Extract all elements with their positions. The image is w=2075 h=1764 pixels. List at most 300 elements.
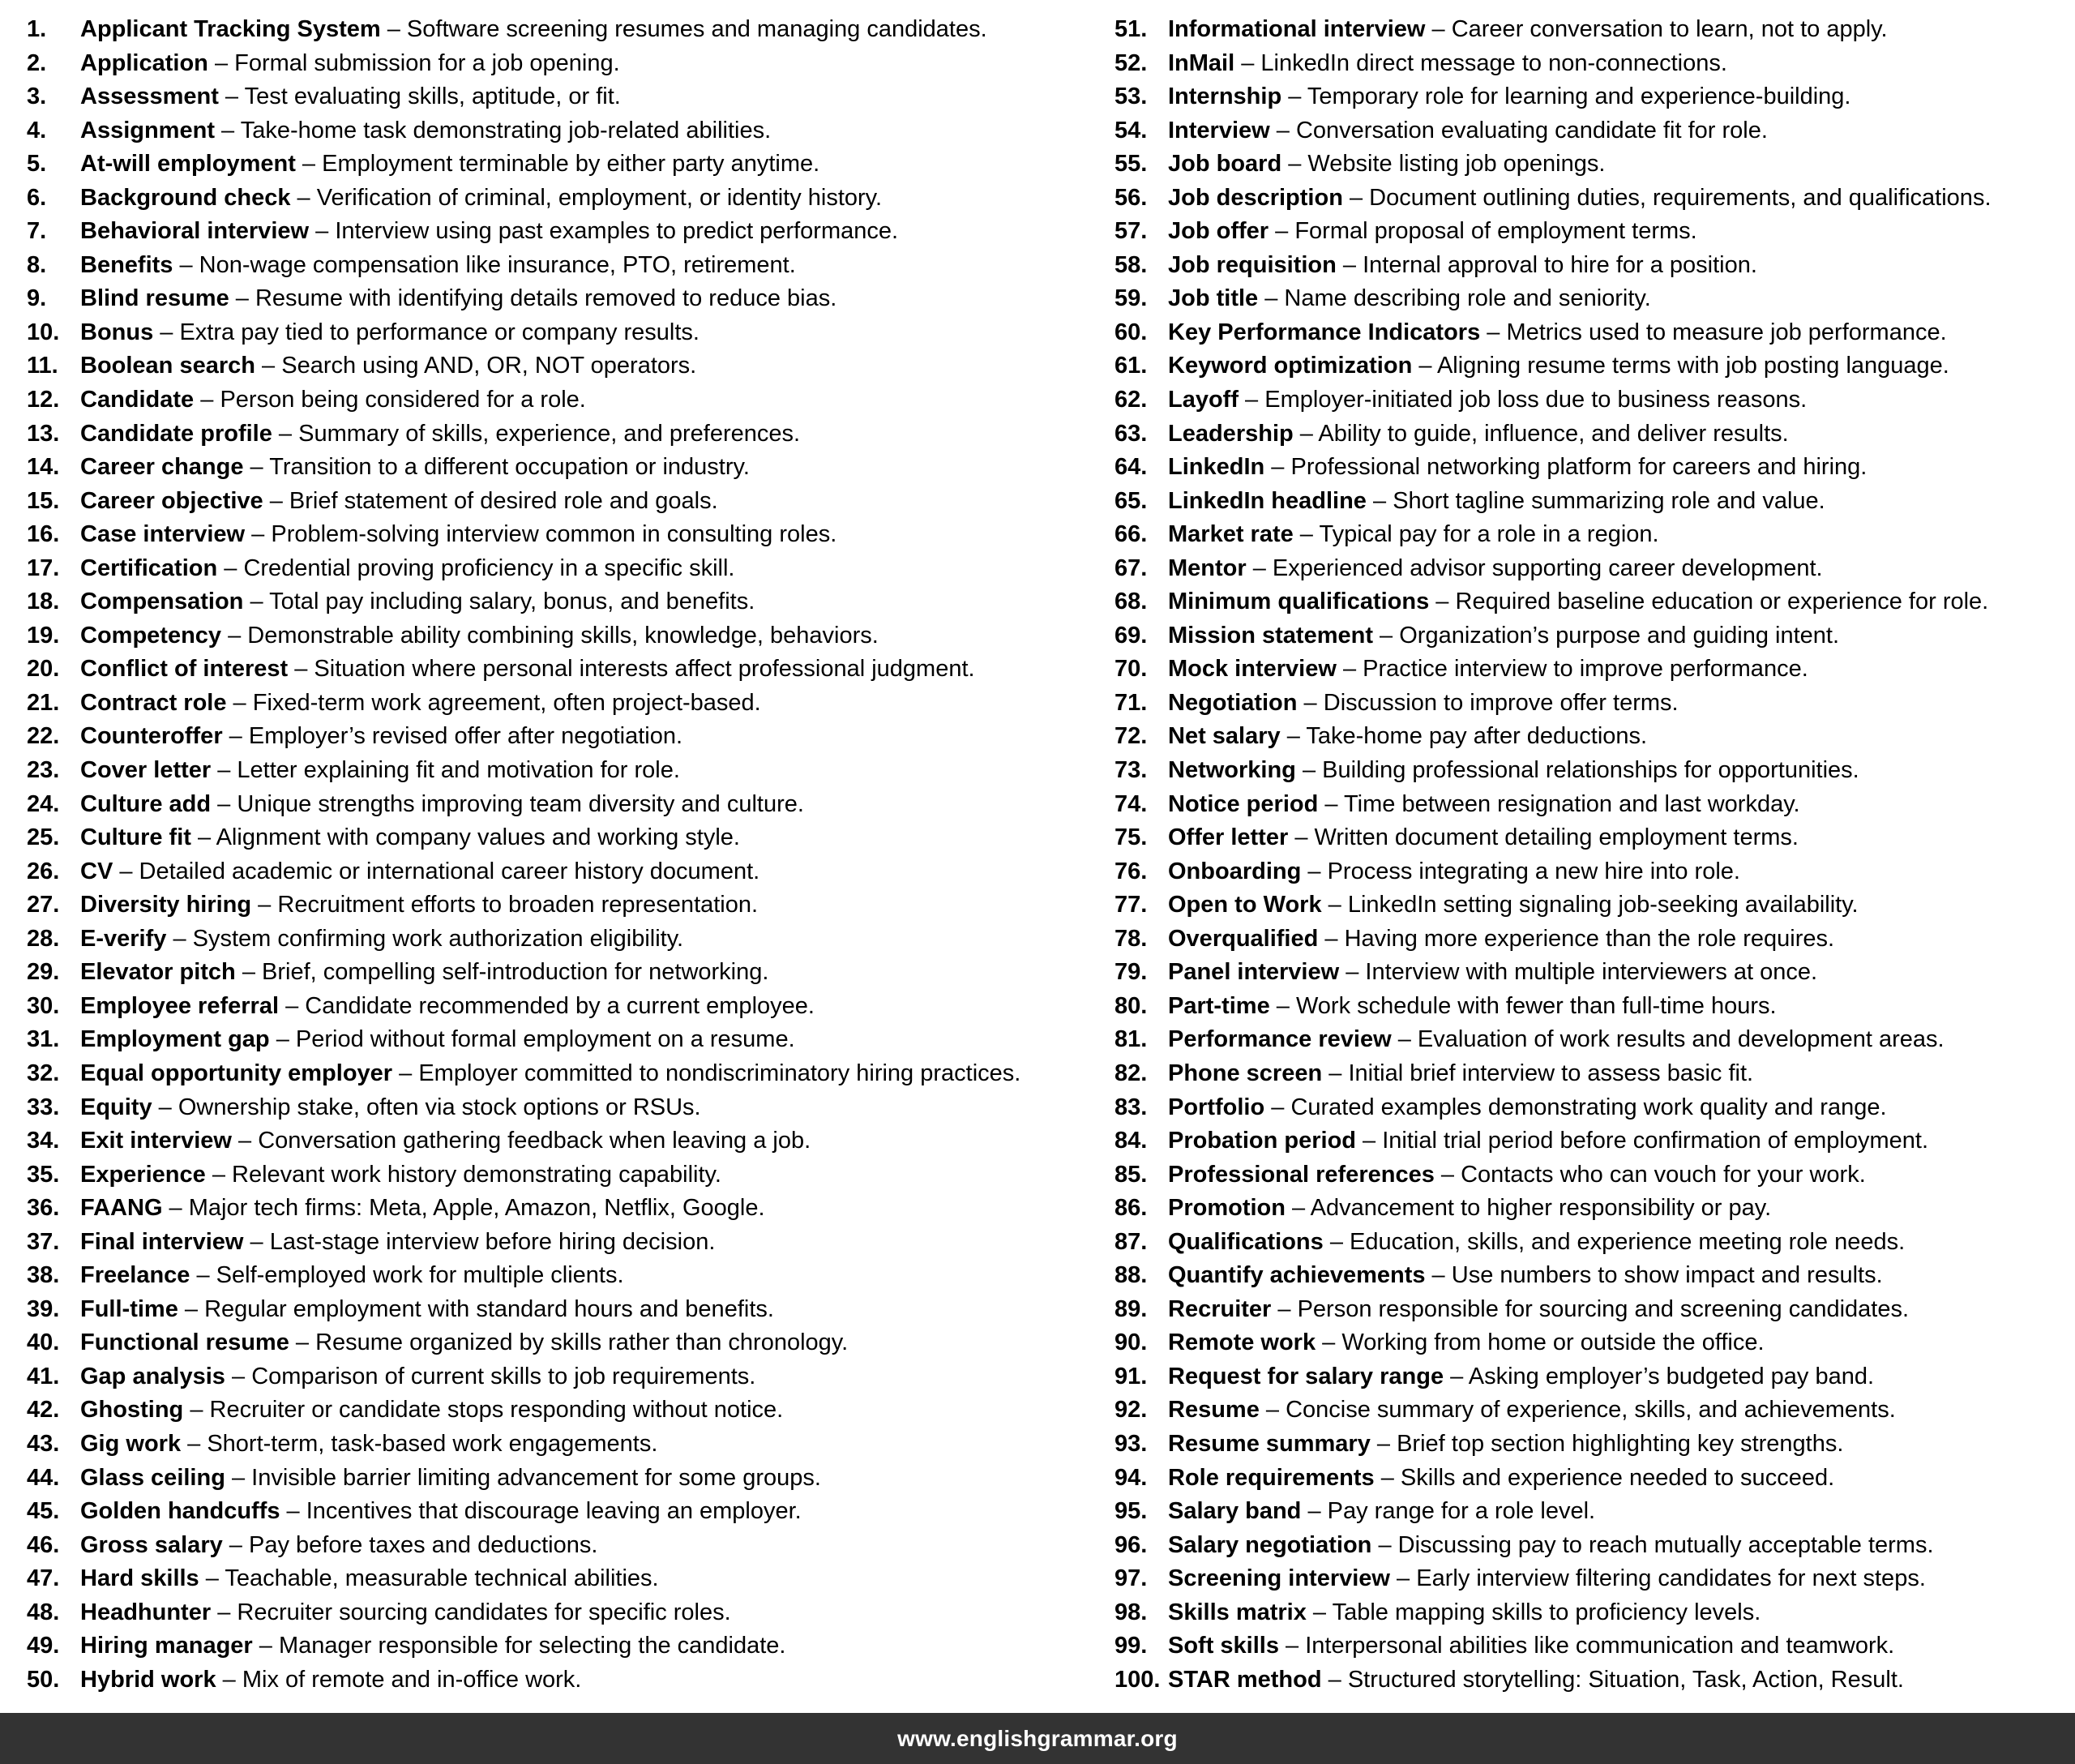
item-text [80, 1394, 783, 1428]
item-text [80, 888, 758, 923]
list-item [27, 1124, 1020, 1158]
item-term: Part-time [1168, 992, 1270, 1019]
item-term: Job offer [1168, 218, 1269, 245]
item-number: 52. [1115, 49, 1148, 76]
item-term: LinkedIn [1168, 454, 1265, 481]
item-separator: – [1412, 353, 1437, 379]
item-text [1168, 1326, 1765, 1360]
item-term: Hybrid work [80, 1666, 216, 1693]
item-text [80, 182, 882, 216]
item-text [80, 13, 987, 47]
item-definition: Demonstrable ability combining skills, knowledge, behaviors. [247, 622, 879, 649]
item-number: 59. [1115, 285, 1148, 312]
item-definition: Letter explaining fit and motivation for role. [237, 757, 680, 784]
item-definition: Temporary role for learning and experience-building. [1307, 83, 1851, 110]
item-term: Layoff [1168, 387, 1239, 413]
item-number: 24. [27, 790, 60, 817]
item-definition: Working from home or outside the office. [1341, 1329, 1765, 1356]
item-separator: – [205, 1161, 233, 1188]
item-separator: – [290, 184, 317, 211]
item-term: Freelance [80, 1262, 190, 1289]
item-definition: Invisible barrier limiting advancement for some groups. [251, 1464, 821, 1491]
item-separator: – [221, 622, 248, 649]
list-item [1115, 888, 1992, 923]
item-text [80, 1428, 657, 1462]
item-number: 45. [27, 1498, 60, 1525]
item-term: Blind resume [80, 285, 229, 312]
item-term: Equal opportunity employer [80, 1060, 393, 1086]
item-number: 69. [1115, 622, 1148, 649]
item-number: 48. [27, 1599, 60, 1625]
item-number: 78. [1115, 925, 1148, 952]
item-separator: – [217, 554, 244, 581]
item-definition: Situation where personal interests affect professional judgment. [314, 656, 975, 683]
list-item [1115, 923, 1992, 957]
item-separator: – [255, 353, 282, 379]
list-item [27, 215, 1020, 249]
item-definition: Person being considered for a role. [220, 387, 586, 413]
item-text [1168, 1023, 1945, 1057]
item-text [1168, 990, 1777, 1024]
list-item [27, 923, 1020, 957]
item-term: Role requirements [1168, 1464, 1375, 1491]
list-item [1115, 821, 1992, 855]
list-item [1115, 148, 1992, 182]
item-term: Interview [1168, 117, 1270, 143]
item-term: Assignment [80, 117, 215, 143]
item-term: FAANG [80, 1195, 163, 1222]
item-number: 7. [27, 218, 47, 245]
item-separator: – [288, 656, 314, 683]
item-definition: Experienced advisor supporting career development. [1272, 554, 1823, 581]
item-number: 43. [27, 1430, 60, 1457]
list-item [27, 518, 1020, 552]
item-text [1168, 114, 1768, 148]
item-term: Leadership [1168, 420, 1294, 447]
list-item [1115, 249, 1992, 283]
list-item [27, 13, 1020, 47]
item-number: 8. [27, 251, 47, 278]
item-number: 100. [1115, 1666, 1161, 1693]
item-text [80, 1663, 581, 1698]
item-term: Mentor [1168, 554, 1247, 581]
item-text [1168, 923, 1834, 957]
item-term: Experience [80, 1161, 206, 1188]
item-separator: – [1259, 1397, 1286, 1424]
item-definition: Formal submission for a job opening. [234, 49, 620, 76]
item-number: 71. [1115, 689, 1148, 716]
item-text [80, 485, 718, 519]
item-term: Gap analysis [80, 1363, 225, 1389]
list-item [27, 821, 1020, 855]
item-term: Performance review [1168, 1026, 1392, 1053]
list-item [27, 485, 1020, 519]
item-term: Gross salary [80, 1531, 223, 1558]
item-text [1168, 1158, 1866, 1192]
item-text [80, 956, 768, 990]
glossary-column-left [27, 13, 1020, 1697]
list-item [27, 282, 1020, 316]
item-definition: Professional networking platform for careers and hiring. [1290, 454, 1868, 481]
list-item [1115, 417, 1992, 452]
item-definition: Total pay including salary, bonus, and benefits. [269, 589, 755, 615]
item-number: 75. [1115, 824, 1148, 851]
item-term: Probation period [1168, 1128, 1356, 1154]
item-number: 95. [1115, 1498, 1148, 1525]
item-number: 93. [1115, 1430, 1148, 1457]
list-item [1115, 1057, 1992, 1091]
item-separator: – [162, 1195, 189, 1222]
list-item [27, 80, 1020, 114]
item-number: 90. [1115, 1329, 1148, 1356]
item-separator: – [199, 1565, 225, 1592]
list-item [1115, 1192, 1992, 1226]
item-term: Boolean search [80, 353, 255, 379]
item-text [80, 1562, 659, 1596]
item-number: 21. [27, 689, 60, 716]
item-term: Functional resume [80, 1329, 289, 1356]
item-separator: – [1293, 521, 1320, 548]
item-text [80, 821, 740, 855]
item-number: 61. [1115, 353, 1148, 379]
item-definition: Document outlining duties, requirements, and qualifications. [1369, 184, 1992, 211]
list-item [27, 316, 1020, 350]
item-number: 54. [1115, 117, 1148, 143]
item-term: Job requisition [1168, 251, 1337, 278]
item-separator: – [1239, 387, 1265, 413]
item-term: Final interview [80, 1228, 244, 1255]
item-separator: – [1281, 83, 1307, 110]
item-text [80, 80, 621, 114]
item-text [1168, 383, 1807, 417]
item-separator: – [279, 992, 306, 1019]
item-definition: Process integrating a new hire into role. [1327, 858, 1740, 884]
list-item [27, 888, 1020, 923]
item-separator: – [1279, 1633, 1306, 1659]
item-number: 5. [27, 151, 47, 178]
list-item [27, 990, 1020, 1024]
item-text [80, 451, 750, 485]
item-definition: Building professional relationships for opportunities. [1322, 757, 1859, 784]
list-item [27, 383, 1020, 417]
item-term: Career change [80, 454, 244, 481]
item-separator: – [1323, 1228, 1350, 1255]
item-definition: Detailed academic or international career history document. [139, 858, 760, 884]
item-definition: System confirming work authorization eligibility. [192, 925, 684, 952]
list-item [27, 1192, 1020, 1226]
item-number: 15. [27, 487, 60, 514]
item-number: 74. [1115, 790, 1148, 817]
item-term: Panel interview [1168, 959, 1340, 986]
item-separator: – [1429, 589, 1456, 615]
item-term: Bonus [80, 319, 154, 345]
item-term: Background check [80, 184, 291, 211]
item-term: Exit interview [80, 1128, 232, 1154]
item-text [1168, 720, 1647, 754]
list-item [1115, 956, 1992, 990]
item-term: Glass ceiling [80, 1464, 225, 1491]
item-number: 29. [27, 959, 60, 986]
item-number: 86. [1115, 1195, 1148, 1222]
item-text [1168, 552, 1823, 586]
item-term: Candidate profile [80, 420, 272, 447]
item-term: Minimum qualifications [1168, 589, 1430, 615]
item-term: Elevator pitch [80, 959, 236, 986]
item-separator: – [280, 1498, 306, 1525]
list-item [27, 1495, 1020, 1529]
item-definition: Extra pay tied to performance or company results. [179, 319, 700, 345]
item-term: Networking [1168, 757, 1296, 784]
list-item [27, 687, 1020, 721]
item-definition: Internal approval to hire for a position. [1363, 251, 1757, 278]
item-number: 51. [1115, 16, 1148, 42]
list-item [27, 855, 1020, 889]
item-number: 13. [27, 420, 60, 447]
item-text [80, 1293, 774, 1327]
item-term: Offer letter [1168, 824, 1289, 851]
item-definition: Metrics used to measure job performance. [1506, 319, 1947, 345]
list-item [1115, 485, 1992, 519]
item-definition: Ability to guide, influence, and deliver results. [1318, 420, 1789, 447]
item-definition: Software screening resumes and managing candidates. [406, 16, 987, 42]
item-number: 25. [27, 824, 60, 851]
item-number: 73. [1115, 757, 1148, 784]
item-definition: Asking employer’s budgeted pay band. [1468, 1363, 1875, 1389]
list-item [27, 956, 1020, 990]
item-number: 62. [1115, 387, 1148, 413]
item-separator: – [225, 1363, 252, 1389]
item-text [80, 282, 836, 316]
item-separator: – [1339, 959, 1366, 986]
item-text [80, 114, 771, 148]
item-definition: Brief statement of desired role and goals. [289, 487, 718, 514]
item-number: 36. [27, 1195, 60, 1222]
item-text [1168, 80, 1851, 114]
item-definition: Manager responsible for selecting the candidate. [278, 1633, 786, 1659]
item-number: 35. [27, 1161, 60, 1188]
list-item [1115, 687, 1992, 721]
item-definition: Person responsible for sourcing and screening candidates. [1297, 1295, 1910, 1322]
item-text [80, 552, 734, 586]
item-text [80, 518, 836, 552]
list-item [27, 1259, 1020, 1293]
item-text [1168, 1226, 1905, 1260]
item-number: 60. [1115, 319, 1148, 345]
item-separator: – [1281, 151, 1308, 178]
item-definition: Regular employment with standard hours and benefits. [204, 1295, 774, 1322]
list-item [1115, 1529, 1992, 1563]
item-number: 96. [1115, 1531, 1148, 1558]
item-number: 38. [27, 1262, 60, 1289]
item-term: Onboarding [1168, 858, 1302, 884]
item-term: Job title [1168, 285, 1259, 312]
list-item [27, 619, 1020, 653]
item-definition: Use numbers to show impact and results. [1451, 1262, 1883, 1289]
item-text [1168, 1562, 1926, 1596]
item-term: Competency [80, 622, 222, 649]
item-separator: – [225, 1464, 252, 1491]
item-term: Net salary [1168, 723, 1281, 750]
item-term: Mock interview [1168, 656, 1337, 683]
item-separator: – [211, 757, 237, 784]
item-separator: – [1280, 723, 1307, 750]
item-text [80, 788, 804, 822]
list-item [1115, 1629, 1992, 1663]
item-number: 66. [1115, 521, 1148, 548]
item-separator: – [222, 1531, 249, 1558]
item-text [1168, 754, 1859, 788]
item-text [80, 316, 700, 350]
item-text [1168, 821, 1799, 855]
item-text [80, 619, 879, 653]
item-separator: – [263, 487, 289, 514]
item-text [1168, 1259, 1883, 1293]
item-term: Professional references [1168, 1161, 1435, 1188]
item-term: Open to Work [1168, 892, 1322, 918]
item-term: Employee referral [80, 992, 280, 1019]
item-separator: – [1342, 184, 1370, 211]
item-definition: Employer-initiated job loss due to business reasons. [1264, 387, 1808, 413]
item-number: 42. [27, 1397, 60, 1424]
item-separator: – [1293, 420, 1319, 447]
item-separator: – [1318, 790, 1345, 817]
list-item [27, 1326, 1020, 1360]
item-term: Behavioral interview [80, 218, 310, 245]
item-text [80, 585, 755, 619]
item-definition: LinkedIn setting signaling job-seeking availability. [1347, 892, 1859, 918]
list-item [1115, 1495, 1992, 1529]
item-text [80, 990, 815, 1024]
item-text [1168, 13, 1888, 47]
list-item [1115, 215, 1992, 249]
item-number: 14. [27, 454, 60, 481]
item-term: Remote work [1168, 1329, 1316, 1356]
item-text [1168, 1192, 1771, 1226]
item-number: 83. [1115, 1094, 1148, 1120]
item-definition: Discussion to improve offer terms. [1323, 689, 1679, 716]
item-term: Recruiter [1168, 1295, 1272, 1322]
item-definition: Structured storytelling: Situation, Task, Action, Result. [1347, 1666, 1904, 1693]
item-definition: Summary of skills, experience, and preferences. [298, 420, 801, 447]
item-definition: Relevant work history demonstrating capability. [232, 1161, 721, 1188]
item-separator: – [1264, 454, 1291, 481]
item-number: 49. [27, 1633, 60, 1659]
item-definition: Organization’s purpose and guiding intent. [1399, 622, 1840, 649]
item-definition: Alignment with company values and working style. [216, 824, 740, 851]
item-number: 18. [27, 589, 60, 615]
list-item [1115, 1158, 1992, 1192]
item-text [80, 1326, 848, 1360]
item-separator: – [1390, 1565, 1417, 1592]
item-definition: Teachable, measurable technical abilities. [225, 1565, 659, 1592]
item-definition: Early interview filtering candidates for next steps. [1416, 1565, 1926, 1592]
list-item [1115, 1663, 1992, 1698]
item-definition: Unique strengths improving team diversity and culture. [237, 790, 804, 817]
list-item [1115, 1360, 1992, 1394]
item-definition: Required baseline education or experience for role. [1455, 589, 1989, 615]
item-text [80, 1057, 1020, 1091]
list-item [27, 1629, 1020, 1663]
item-separator: – [1425, 16, 1452, 42]
item-text [1168, 1663, 1904, 1698]
item-text [1168, 956, 1817, 990]
item-text [80, 215, 898, 249]
item-number: 56. [1115, 184, 1148, 211]
item-text [1168, 518, 1659, 552]
item-number: 68. [1115, 589, 1148, 615]
item-separator: – [214, 117, 241, 143]
list-item [1115, 552, 1992, 586]
item-term: Request for salary range [1168, 1363, 1444, 1389]
item-definition: Work schedule with fewer than full-time hours. [1295, 992, 1777, 1019]
item-text [1168, 1495, 1595, 1529]
item-definition: Employment terminable by either party anytime. [322, 151, 820, 178]
item-definition: Employer’s revised offer after negotiation. [248, 723, 683, 750]
item-term: Golden handcuffs [80, 1498, 280, 1525]
item-definition: Advancement to higher responsibility or pay. [1310, 1195, 1772, 1222]
item-definition: Period without formal employment on a resume. [295, 1026, 795, 1053]
item-text [80, 349, 696, 383]
item-separator: – [1306, 1599, 1333, 1625]
item-term: Promotion [1168, 1195, 1286, 1222]
item-text [1168, 888, 1859, 923]
item-term: Headhunter [80, 1599, 212, 1625]
list-item [1115, 1562, 1992, 1596]
item-separator: – [269, 1026, 296, 1053]
item-text [80, 1529, 597, 1563]
item-text [1168, 1394, 1896, 1428]
item-separator: – [272, 420, 299, 447]
item-number: 98. [1115, 1599, 1148, 1625]
item-number: 47. [27, 1565, 60, 1592]
list-item [27, 1394, 1020, 1428]
item-text [1168, 1091, 1887, 1125]
item-separator: – [1321, 1666, 1348, 1693]
item-term: Salary band [1168, 1498, 1302, 1525]
item-separator: – [1271, 1295, 1298, 1322]
item-term: Resume summary [1168, 1430, 1371, 1457]
item-separator: – [1264, 1094, 1291, 1120]
item-text [80, 1629, 785, 1663]
item-separator: – [1374, 1464, 1401, 1491]
item-separator: – [309, 218, 336, 245]
item-term: Market rate [1168, 521, 1294, 548]
item-definition: Contacts who can vouch for your work. [1461, 1161, 1866, 1188]
list-item [1115, 282, 1992, 316]
list-item [1115, 80, 1992, 114]
item-definition: Concise summary of experience, skills, and achievements. [1286, 1397, 1896, 1424]
item-term: Skills matrix [1168, 1599, 1307, 1625]
item-definition: Initial brief interview to assess basic fit. [1348, 1060, 1754, 1086]
item-text [1168, 788, 1800, 822]
list-item [1115, 619, 1992, 653]
item-definition: Curated examples demonstrating work quality and range. [1290, 1094, 1887, 1120]
item-term: Job description [1168, 184, 1343, 211]
item-number: 37. [27, 1228, 60, 1255]
item-separator: – [211, 1599, 237, 1625]
item-separator: – [289, 1329, 316, 1356]
item-number: 58. [1115, 251, 1148, 278]
item-number: 3. [27, 83, 47, 110]
item-definition: Formal proposal of employment terms. [1294, 218, 1697, 245]
item-separator: – [1373, 622, 1400, 649]
footer-bar [0, 1713, 2075, 1764]
item-separator: – [1391, 1026, 1418, 1053]
item-text [1168, 316, 1947, 350]
list-item [1115, 316, 1992, 350]
item-text [80, 1158, 721, 1192]
item-term: Informational interview [1168, 16, 1426, 42]
